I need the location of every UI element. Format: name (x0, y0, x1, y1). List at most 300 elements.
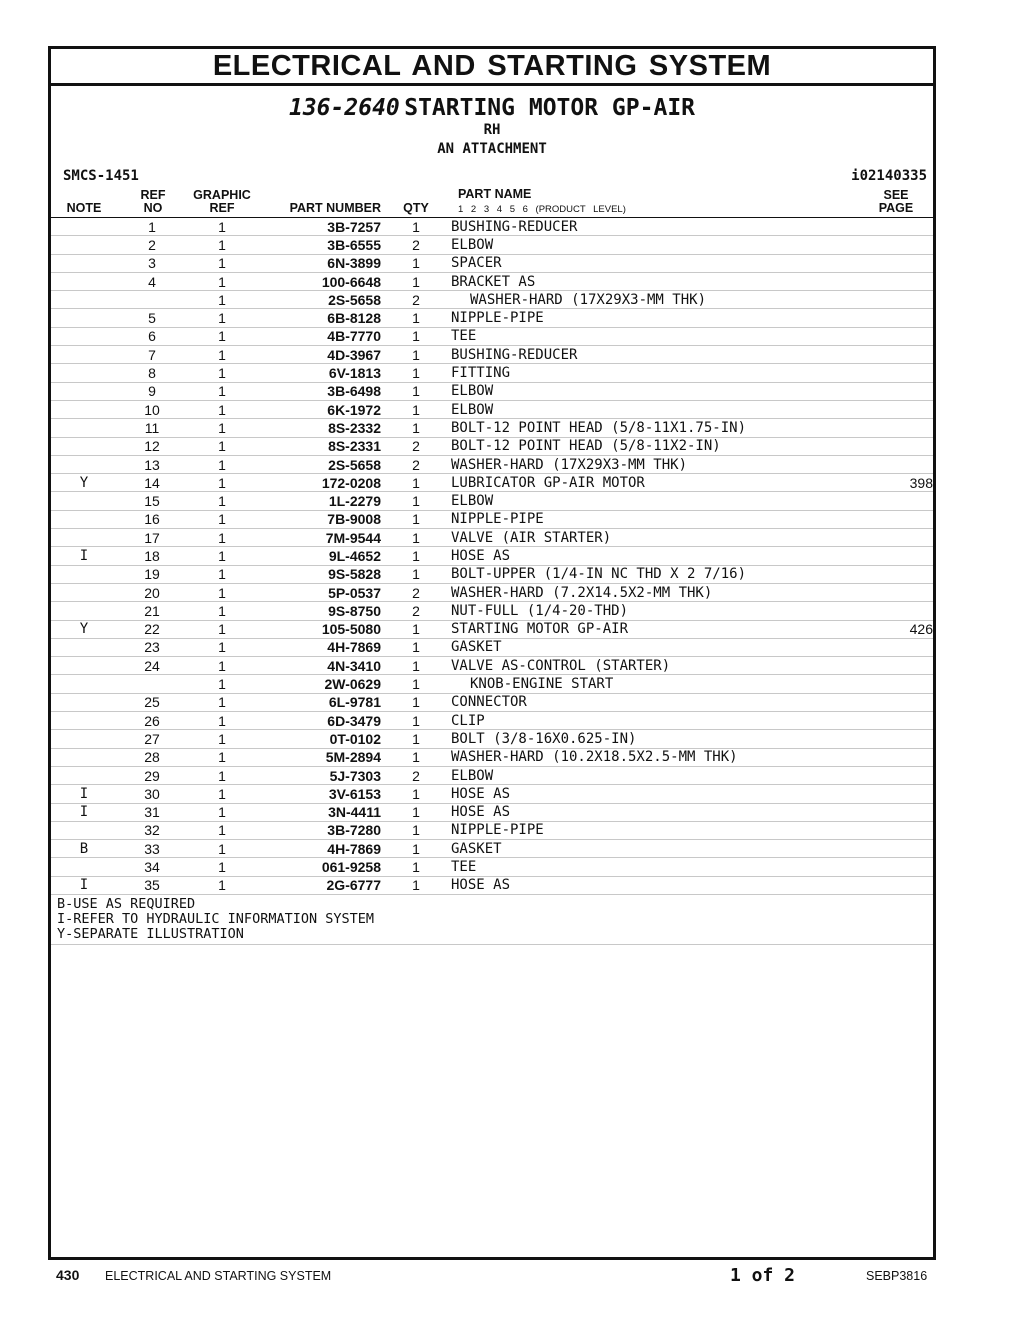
cell-note (51, 693, 117, 711)
cell-graphic-ref: 1 (187, 547, 257, 565)
note-line: I-REFER TO HYDRAULIC INFORMATION SYSTEM (57, 910, 374, 927)
cell-ref-no: 24 (117, 657, 187, 675)
table-row (51, 419, 933, 437)
col-ref-no-line1: REF (140, 188, 166, 202)
cell-note (51, 766, 117, 784)
col-note: NOTE (66, 201, 102, 215)
cell-see-page (861, 876, 933, 894)
col-qty: QTY (403, 201, 429, 215)
table-row (51, 364, 933, 382)
cell-see-page (861, 510, 933, 528)
cell-see-page (861, 657, 933, 675)
cell-part-number: 061-9258 (257, 858, 381, 876)
cell-part-name: NIPPLE-PIPE (451, 510, 861, 528)
table-row (51, 455, 933, 473)
cell-ref-no: 7 (117, 346, 187, 364)
col-part-number: PART NUMBER (289, 201, 381, 215)
table-row (51, 712, 933, 730)
cell-qty: 2 (381, 437, 451, 455)
cell-see-page (861, 693, 933, 711)
cell-ref-no: 14 (117, 474, 187, 492)
cell-ref-no: 23 (117, 638, 187, 656)
cell-ref-no: 26 (117, 712, 187, 730)
cell-qty: 1 (381, 529, 451, 547)
cell-ref-no: 6 (117, 327, 187, 345)
col-graphic-ref-line1: GRAPHIC (193, 188, 251, 202)
cell-see-page (861, 565, 933, 583)
cell-part-name: WASHER-HARD (7.2X14.5X2-MM THK) (451, 583, 861, 601)
cell-part-number: 6L-9781 (257, 693, 381, 711)
cell-qty: 2 (381, 583, 451, 601)
cell-ref-no: 11 (117, 419, 187, 437)
cell-part-number: 105-5080 (257, 620, 381, 638)
cell-part-number: 6N-3899 (257, 254, 381, 272)
cell-ref-no: 20 (117, 583, 187, 601)
cell-graphic-ref: 1 (187, 455, 257, 473)
cell-part-number: 9L-4652 (257, 547, 381, 565)
table-row (51, 675, 933, 693)
cell-part-number: 4B-7770 (257, 327, 381, 345)
cell-note (51, 272, 117, 290)
cell-part-number: 9S-8750 (257, 602, 381, 620)
cell-graphic-ref: 1 (187, 602, 257, 620)
cell-part-number: 7M-9544 (257, 529, 381, 547)
cell-part-name: BOLT-UPPER (1/4-IN NC THD X 2 7/16) (451, 565, 861, 583)
group-name: STARTING MOTOR GP-AIR (404, 95, 696, 121)
cell-note: Y (51, 474, 117, 492)
cell-part-name: KNOB-ENGINE START (451, 675, 861, 693)
cell-ref-no: 21 (117, 602, 187, 620)
cell-graphic-ref: 1 (187, 858, 257, 876)
cell-part-number: 2S-5658 (257, 455, 381, 473)
cell-see-page (861, 272, 933, 290)
table-row (51, 327, 933, 345)
cell-part-name: VALVE (AIR STARTER) (451, 529, 861, 547)
cell-ref-no: 5 (117, 309, 187, 327)
cell-qty: 1 (381, 876, 451, 894)
table-row (51, 785, 933, 803)
cell-note: B (51, 840, 117, 858)
cell-part-number: 6K-1972 (257, 400, 381, 418)
cell-graphic-ref: 1 (187, 529, 257, 547)
col-see-page-line1: SEE (883, 188, 909, 202)
cell-note (51, 400, 117, 418)
cell-part-number: 4H-7869 (257, 638, 381, 656)
cell-see-page (861, 803, 933, 821)
table-row (51, 858, 933, 876)
cell-graphic-ref: 1 (187, 236, 257, 254)
cell-qty: 2 (381, 455, 451, 473)
cell-note (51, 236, 117, 254)
cell-part-number: 5J-7303 (257, 766, 381, 784)
cell-graphic-ref: 1 (187, 638, 257, 656)
cell-note (51, 583, 117, 601)
cell-ref-no: 18 (117, 547, 187, 565)
cell-ref-no: 27 (117, 730, 187, 748)
cell-see-page (861, 858, 933, 876)
cell-note (51, 858, 117, 876)
cell-part-number: 4H-7869 (257, 840, 381, 858)
cell-graphic-ref: 1 (187, 766, 257, 784)
cell-part-name: STARTING MOTOR GP-AIR (451, 620, 861, 638)
cell-part-name: ELBOW (451, 492, 861, 510)
cell-part-name: ELBOW (451, 400, 861, 418)
cell-graphic-ref: 1 (187, 346, 257, 364)
cell-ref-no: 13 (117, 455, 187, 473)
cell-note (51, 419, 117, 437)
cell-note (51, 712, 117, 730)
cell-graphic-ref: 1 (187, 565, 257, 583)
cell-qty: 1 (381, 547, 451, 565)
cell-part-name: ELBOW (451, 766, 861, 784)
cell-graphic-ref: 1 (187, 309, 257, 327)
cell-ref-no: 15 (117, 492, 187, 510)
cell-part-name: VALVE AS-CONTROL (STARTER) (451, 657, 861, 675)
cell-ref-no: 33 (117, 840, 187, 858)
cell-ref-no: 2 (117, 236, 187, 254)
cell-ref-no: 31 (117, 803, 187, 821)
table-row (51, 821, 933, 839)
cell-see-page (861, 675, 933, 693)
cell-note (51, 638, 117, 656)
cell-graphic-ref: 1 (187, 474, 257, 492)
cell-qty: 2 (381, 236, 451, 254)
group-heading (51, 95, 933, 121)
cell-part-name: TEE (451, 327, 861, 345)
cell-see-page (861, 840, 933, 858)
smcs-code: SMCS-1451 (63, 168, 139, 184)
cell-part-number: 6V-1813 (257, 364, 381, 382)
cell-qty: 1 (381, 364, 451, 382)
cell-part-name: BOLT-12 POINT HEAD (5/8-11X1.75-IN) (451, 419, 861, 437)
cell-graphic-ref: 1 (187, 620, 257, 638)
cell-note (51, 748, 117, 766)
cell-note (51, 218, 117, 236)
cell-ref-no: 3 (117, 254, 187, 272)
cell-qty: 1 (381, 657, 451, 675)
cell-see-page (861, 254, 933, 272)
cell-ref-no: 8 (117, 364, 187, 382)
table-row (51, 254, 933, 272)
cell-ref-no: 32 (117, 821, 187, 839)
cell-see-page (861, 218, 933, 236)
arrangement-line-1: RH (483, 122, 501, 138)
cell-see-page (861, 455, 933, 473)
cell-part-name: BRACKET AS (451, 272, 861, 290)
illustration-id: i02140335 (851, 168, 927, 184)
arrangement-line-2: AN ATTACHMENT (437, 141, 547, 157)
table-row (51, 400, 933, 418)
cell-graphic-ref: 1 (187, 840, 257, 858)
cell-see-page (861, 291, 933, 309)
cell-part-name: HOSE AS (451, 876, 861, 894)
cell-qty: 1 (381, 803, 451, 821)
table-row (51, 620, 933, 638)
cell-part-number: 2W-0629 (257, 675, 381, 693)
footer-page-number: 430 (56, 1267, 80, 1283)
cell-qty: 1 (381, 638, 451, 656)
cell-see-page (861, 346, 933, 364)
cell-part-name: CONNECTOR (451, 693, 861, 711)
table-row (51, 748, 933, 766)
cell-see-page (861, 529, 933, 547)
cell-ref-no: 35 (117, 876, 187, 894)
group-part-number: 136-2640 (288, 95, 400, 121)
cell-graphic-ref: 1 (187, 821, 257, 839)
footer-page-of: 1 of 2 (730, 1265, 796, 1286)
cell-qty: 1 (381, 785, 451, 803)
cell-part-name: BOLT (3/8-16X0.625-IN) (451, 730, 861, 748)
col-graphic-ref-line2: REF (209, 201, 235, 215)
cell-part-name: BUSHING-REDUCER (451, 346, 861, 364)
cell-part-name: GASKET (451, 840, 861, 858)
cell-part-number: 100-6648 (257, 272, 381, 290)
table-row (51, 272, 933, 290)
col-see-page (861, 189, 931, 215)
cell-note (51, 254, 117, 272)
table-row (51, 309, 933, 327)
table-row (51, 437, 933, 455)
cell-note (51, 327, 117, 345)
cell-qty: 1 (381, 675, 451, 693)
title-bar (51, 49, 933, 86)
table-row (51, 510, 933, 528)
cell-graphic-ref: 1 (187, 254, 257, 272)
cell-ref-no: 12 (117, 437, 187, 455)
cell-note (51, 602, 117, 620)
cell-ref-no: 22 (117, 620, 187, 638)
cell-note (51, 821, 117, 839)
cell-see-page: 426 (861, 620, 933, 638)
cell-part-number: 6D-3479 (257, 712, 381, 730)
cell-see-page (861, 766, 933, 784)
cell-note (51, 510, 117, 528)
cell-ref-no: 17 (117, 529, 187, 547)
cell-note (51, 291, 117, 309)
cell-ref-no: 16 (117, 510, 187, 528)
cell-see-page (861, 821, 933, 839)
cell-part-name: WASHER-HARD (17X29X3-MM THK) (451, 455, 861, 473)
cell-qty: 2 (381, 291, 451, 309)
cell-graphic-ref: 1 (187, 382, 257, 400)
cell-graphic-ref: 1 (187, 419, 257, 437)
table-row (51, 657, 933, 675)
cell-graphic-ref: 1 (187, 272, 257, 290)
cell-note (51, 529, 117, 547)
cell-graphic-ref: 1 (187, 583, 257, 601)
cell-part-number: 3B-7257 (257, 218, 381, 236)
column-headers (51, 187, 933, 218)
cell-part-number: 4D-3967 (257, 346, 381, 364)
cell-part-name: CLIP (451, 712, 861, 730)
cell-ref-no: 25 (117, 693, 187, 711)
cell-qty: 1 (381, 419, 451, 437)
cell-ref-no: 19 (117, 565, 187, 583)
cell-note: I (51, 547, 117, 565)
cell-part-number: 4N-3410 (257, 657, 381, 675)
cell-graphic-ref: 1 (187, 730, 257, 748)
cell-see-page (861, 547, 933, 565)
cell-part-number: 2G-6777 (257, 876, 381, 894)
page-footer (0, 1266, 1020, 1288)
cell-graphic-ref: 1 (187, 748, 257, 766)
cell-ref-no: 30 (117, 785, 187, 803)
cell-part-name: ELBOW (451, 382, 861, 400)
cell-graphic-ref: 1 (187, 510, 257, 528)
cell-part-number: 1L-2279 (257, 492, 381, 510)
cell-part-name: WASHER-HARD (17X29X3-MM THK) (451, 291, 861, 309)
cell-part-name: LUBRICATOR GP-AIR MOTOR (451, 474, 861, 492)
table-row (51, 492, 933, 510)
table-row (51, 474, 933, 492)
cell-part-number: 8S-2332 (257, 419, 381, 437)
col-see-page-line2: PAGE (878, 201, 914, 215)
col-ref-no-line2: NO (143, 201, 163, 215)
cell-ref-no (117, 675, 187, 693)
cell-see-page (861, 712, 933, 730)
note-line: B-USE AS REQUIRED (57, 895, 196, 912)
table-row (51, 803, 933, 821)
cell-part-name: BOLT-12 POINT HEAD (5/8-11X2-IN) (451, 437, 861, 455)
cell-part-number: 3V-6153 (257, 785, 381, 803)
cell-part-number: 3B-6498 (257, 382, 381, 400)
cell-note: I (51, 876, 117, 894)
cell-qty: 1 (381, 346, 451, 364)
cell-note: I (51, 803, 117, 821)
cell-part-number: 5M-2894 (257, 748, 381, 766)
cell-part-name: NIPPLE-PIPE (451, 821, 861, 839)
table-row (51, 602, 933, 620)
cell-part-name: SPACER (451, 254, 861, 272)
cell-part-number: 6B-8128 (257, 309, 381, 327)
cell-see-page (861, 382, 933, 400)
cell-graphic-ref: 1 (187, 657, 257, 675)
cell-part-number: 172-0208 (257, 474, 381, 492)
cell-ref-no: 29 (117, 766, 187, 784)
table-row (51, 876, 933, 894)
cell-qty: 1 (381, 620, 451, 638)
cell-note (51, 675, 117, 693)
cell-note: I (51, 785, 117, 803)
table-row (51, 547, 933, 565)
cell-graphic-ref: 1 (187, 675, 257, 693)
cell-graphic-ref: 1 (187, 803, 257, 821)
cell-part-name: NIPPLE-PIPE (451, 309, 861, 327)
cell-qty: 1 (381, 474, 451, 492)
cell-part-number: 2S-5658 (257, 291, 381, 309)
cell-part-number: 3B-7280 (257, 821, 381, 839)
cell-ref-no: 1 (117, 218, 187, 236)
cell-part-name: NUT-FULL (1/4-20-THD) (451, 602, 861, 620)
cell-part-name: GASKET (451, 638, 861, 656)
table-row (51, 291, 933, 309)
table-row (51, 529, 933, 547)
cell-graphic-ref: 1 (187, 327, 257, 345)
cell-graphic-ref: 1 (187, 876, 257, 894)
cell-see-page (861, 400, 933, 418)
cell-part-name: BUSHING-REDUCER (451, 218, 861, 236)
cell-qty: 1 (381, 309, 451, 327)
page-frame (48, 46, 936, 1260)
cell-graphic-ref: 1 (187, 693, 257, 711)
cell-see-page: 398 (861, 474, 933, 492)
col-product-levels: 1 2 3 4 5 6 (PRODUCT LEVEL) (458, 204, 626, 215)
cell-see-page (861, 364, 933, 382)
cell-see-page (861, 236, 933, 254)
cell-qty: 1 (381, 693, 451, 711)
footer-doc-id: SEBP3816 (866, 1269, 928, 1283)
cell-part-name: TEE (451, 858, 861, 876)
meta-row (51, 165, 933, 187)
table-row (51, 346, 933, 364)
cell-qty: 1 (381, 492, 451, 510)
cell-ref-no: 34 (117, 858, 187, 876)
cell-graphic-ref: 1 (187, 400, 257, 418)
cell-ref-no: 4 (117, 272, 187, 290)
table-row (51, 766, 933, 784)
table-row (51, 565, 933, 583)
notes-legend (51, 895, 933, 945)
cell-graphic-ref: 1 (187, 712, 257, 730)
page-title: ELECTRICAL AND STARTING SYSTEM (212, 50, 772, 82)
cell-graphic-ref: 1 (187, 437, 257, 455)
cell-note (51, 364, 117, 382)
cell-graphic-ref: 1 (187, 218, 257, 236)
cell-graphic-ref: 1 (187, 785, 257, 803)
cell-see-page (861, 602, 933, 620)
cell-qty: 1 (381, 254, 451, 272)
cell-see-page (861, 309, 933, 327)
cell-graphic-ref: 1 (187, 492, 257, 510)
cell-note (51, 382, 117, 400)
cell-qty: 2 (381, 766, 451, 784)
cell-qty: 1 (381, 510, 451, 528)
cell-see-page (861, 785, 933, 803)
cell-part-name: HOSE AS (451, 785, 861, 803)
cell-qty: 2 (381, 602, 451, 620)
parts-table (51, 218, 933, 895)
cell-part-number: 3B-6555 (257, 236, 381, 254)
col-ref-no (121, 189, 185, 215)
cell-note (51, 492, 117, 510)
cell-note (51, 309, 117, 327)
table-row (51, 693, 933, 711)
cell-part-number: 8S-2331 (257, 437, 381, 455)
col-part-name: PART NAME (458, 187, 532, 201)
cell-ref-no: 28 (117, 748, 187, 766)
cell-graphic-ref: 1 (187, 364, 257, 382)
cell-note (51, 730, 117, 748)
cell-note (51, 346, 117, 364)
cell-part-name: FITTING (451, 364, 861, 382)
table-row (51, 382, 933, 400)
cell-note (51, 565, 117, 583)
cell-qty: 1 (381, 730, 451, 748)
table-row (51, 840, 933, 858)
cell-qty: 1 (381, 712, 451, 730)
cell-ref-no: 10 (117, 400, 187, 418)
cell-qty: 1 (381, 565, 451, 583)
cell-see-page (861, 583, 933, 601)
cell-ref-no: 9 (117, 382, 187, 400)
cell-see-page (861, 327, 933, 345)
cell-part-number: 5P-0537 (257, 583, 381, 601)
cell-qty: 1 (381, 840, 451, 858)
table-row (51, 730, 933, 748)
table-row (51, 236, 933, 254)
cell-see-page (861, 492, 933, 510)
cell-part-number: 3N-4411 (257, 803, 381, 821)
